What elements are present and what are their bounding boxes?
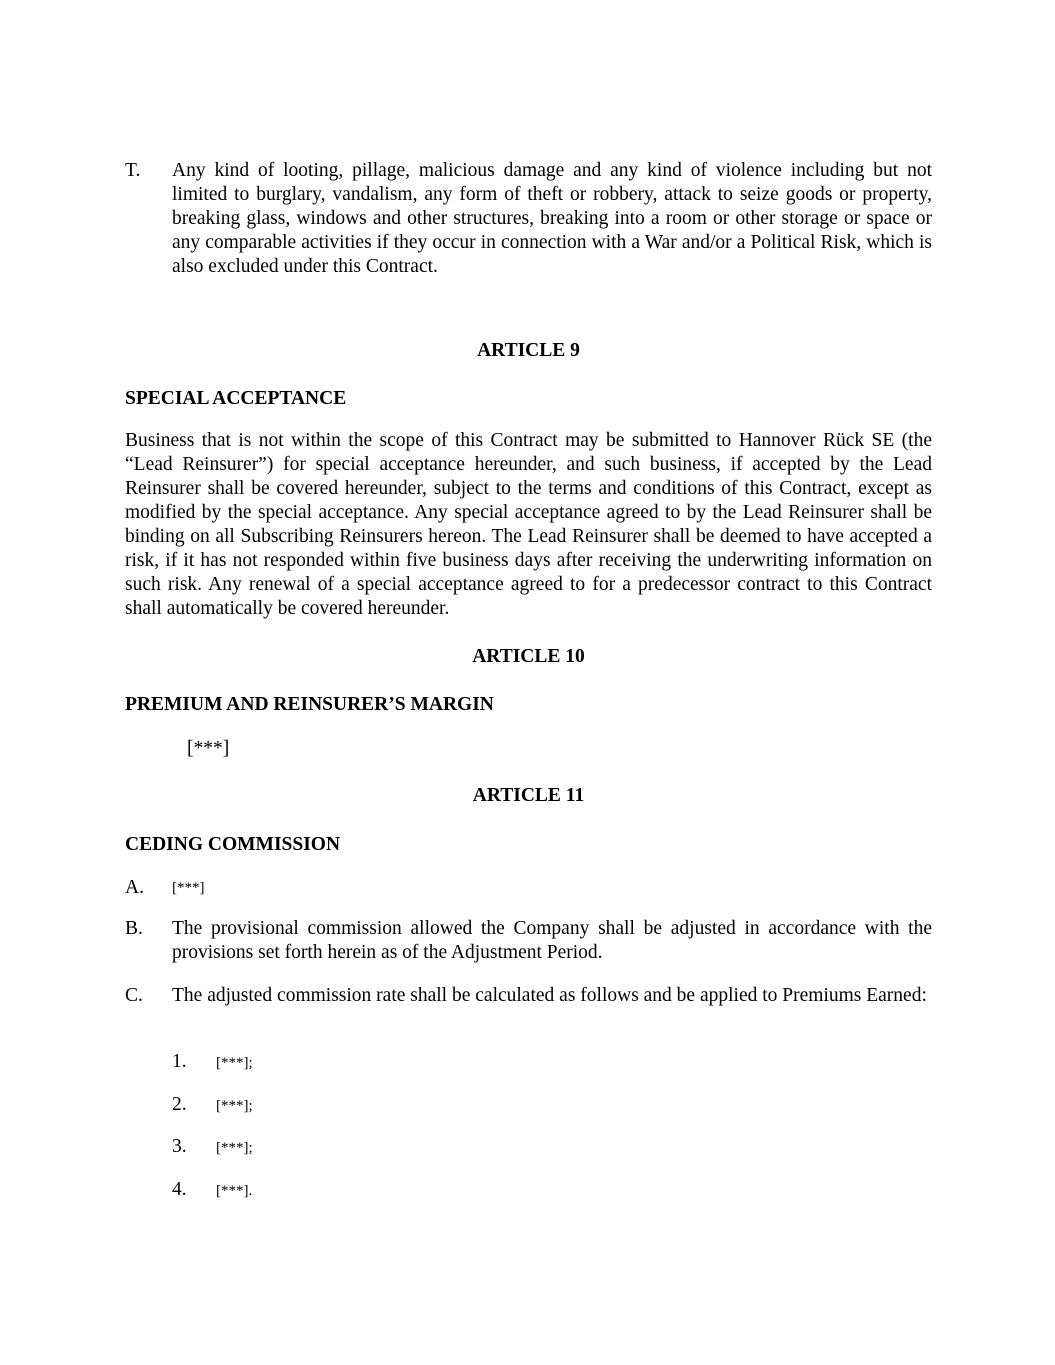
item-label: T.	[125, 160, 141, 181]
article-9-body: Business that is not within the scope of this Contract may be submitted to Hannover Rück SE (the “Lead Reinsurer”) for special acceptance hereunder, and such business, if accepted by the Lead Reinsurer shall be covered hereunder, subject to the terms and conditions of this Contract, except as modified by the special acceptance. Any special acceptance agreed to by the Lead Reinsurer shall be binding on all Subscribing Reinsurers hereon. The Lead Reinsurer shall be deemed to have accepted a risk, if it has not responded within five business days after receiving the underwriting information on such risk. Any renewal of a special acceptance agreed to for a predecessor contract to this Contract shall automatically be covered hereunder.	[125, 430, 932, 619]
item-text: The provisional commission allowed the Company shall be adjusted in accordance with the provisions set forth herein as of the Adjustment Period.	[172, 918, 932, 963]
subitem-text: [***];	[216, 1098, 253, 1114]
article-9-title: SPECIAL ACCEPTANCE	[125, 388, 347, 409]
item-label: C.	[125, 985, 143, 1006]
commission-item-b	[125, 917, 932, 965]
article-11-heading: ARTICLE 11	[472, 785, 585, 806]
item-text: Any kind of looting, pillage, malicious damage and any kind of violence including but not limited to burglary, vandalism, any form of theft or robbery, attack to seize goods or property, breaking glass, windows and other structures, breaking into a room or other storage or space or any comparable activities if they occur in connection with a War and/or a Political Risk, which is also excluded under this Contract.	[172, 160, 932, 277]
article-10-body: [***]	[187, 738, 230, 759]
subitem-label: 3.	[172, 1136, 187, 1157]
commission-item-a	[125, 876, 932, 900]
article-10-title: PREMIUM AND REINSURER’S MARGIN	[125, 694, 494, 715]
item-text: [***]	[172, 880, 205, 896]
item-label: A.	[125, 877, 144, 898]
exclusion-item-t	[125, 159, 932, 279]
subitem-label: 4.	[172, 1179, 187, 1200]
article-9-heading: ARTICLE 9	[477, 340, 580, 361]
commission-subitem-2	[172, 1093, 253, 1118]
subitem-label: 2.	[172, 1094, 187, 1115]
item-label: B.	[125, 918, 143, 939]
subitem-text: [***];	[216, 1055, 253, 1071]
commission-subitem-4	[172, 1178, 252, 1203]
subitem-text: [***];	[216, 1140, 253, 1156]
article-10-heading: ARTICLE 10	[472, 646, 585, 667]
item-text: The adjusted commission rate shall be calculated as follows and be applied to Premiums Earned:	[172, 985, 927, 1006]
commission-subitem-1	[172, 1050, 253, 1075]
commission-subitem-3	[172, 1135, 253, 1160]
commission-item-c	[125, 984, 932, 1008]
subitem-label: 1.	[172, 1051, 187, 1072]
article-11-title: CEDING COMMISSION	[125, 834, 341, 855]
subitem-text: [***].	[216, 1183, 253, 1199]
